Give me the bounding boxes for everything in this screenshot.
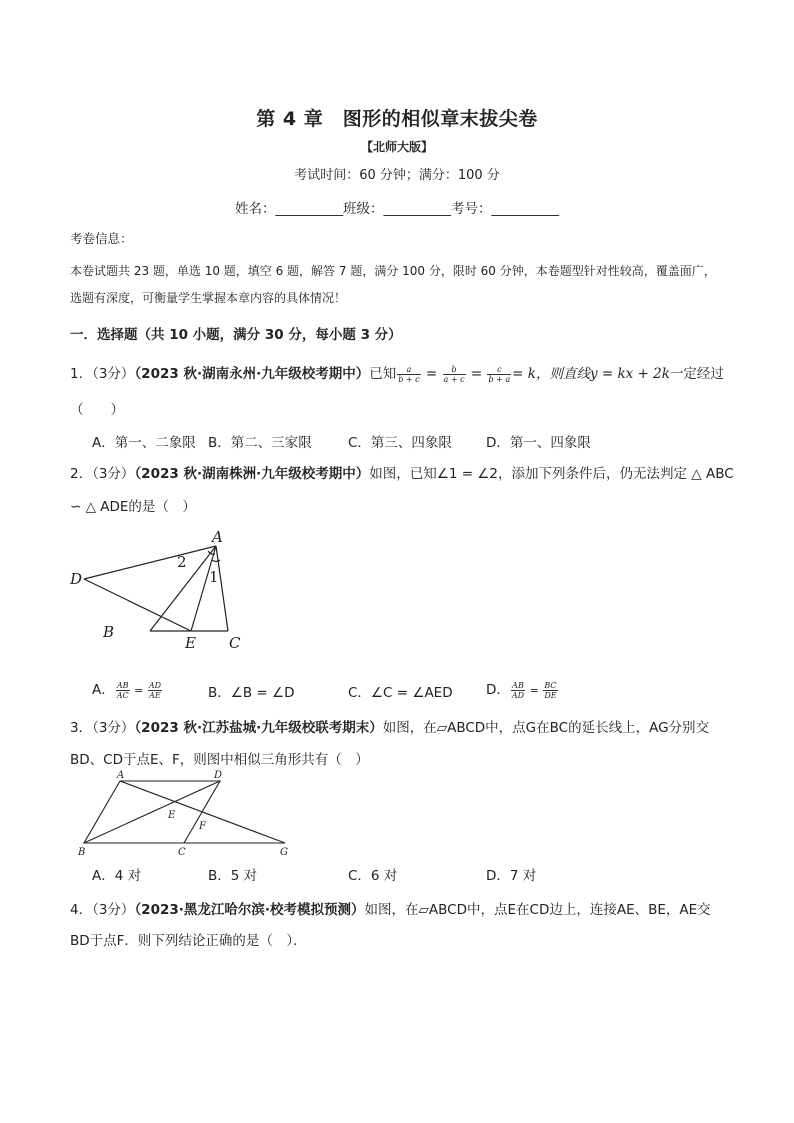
segment-ag: [120, 781, 285, 843]
q1-option-a[interactable]: A．第一、二象限: [92, 435, 196, 451]
q3-label-b: B: [78, 847, 86, 858]
q2-text-line2: ∽ △ ADE的是（ ）: [70, 499, 196, 515]
q4-text-line2: BD于点F．则下列结论正确的是（ ）．: [70, 933, 307, 949]
q1-option-b[interactable]: B．第二、三家限: [208, 435, 312, 451]
q1-fraction-3: $\frac{c}{b + a}$: [488, 364, 511, 384]
question-4: [70, 898, 711, 918]
q3-source: （2023 秋·江苏盐城·九年级校联考期末）: [134, 720, 383, 736]
q2-option-d[interactable]: D． $\frac{AB}{AD}$ = $\frac{BC}{DE}$: [486, 680, 557, 700]
segment-de: [84, 579, 191, 631]
q2-label-d: D: [70, 570, 83, 588]
q4-number: 4．（3分）: [70, 902, 135, 918]
q2-label-b: B: [103, 623, 115, 641]
q2-label-angle-1: 1: [209, 568, 219, 586]
q1-equals-k: = k，则直线: [512, 366, 590, 382]
q1-fraction-2: $\frac{b}{a + c}$: [443, 364, 465, 384]
q1-option-c[interactable]: C．第三、四象限: [348, 435, 452, 451]
exam-info-text: 本卷试题共 23 题，单选 10 题，填空 6 题，解答 7 题，满分 100 分，限时 60 分钟，本卷题型针对性较高，覆盖面广，选题有深度，可衡量学生掌握本章内容的具体情况！: [70, 264, 716, 305]
q3-option-d[interactable]: D．7 对: [486, 868, 537, 884]
q2-label-a: A: [212, 528, 223, 546]
q3-label-e: E: [168, 810, 176, 821]
q3-option-c[interactable]: C．6 对: [348, 868, 398, 884]
q2-triangle-figure: [66, 525, 256, 655]
q3-label-d: D: [214, 770, 223, 781]
q1-answer-paren: （ ）: [70, 402, 124, 418]
q1-fraction-1: $\frac{a}{b + c}$: [398, 364, 420, 384]
q2-option-c[interactable]: C．∠C = ∠AED: [348, 685, 453, 701]
q2-label-e: E: [185, 634, 196, 652]
q2-source: （2023 秋·湖南株洲·九年级校考期中）: [134, 466, 370, 482]
q1-source: （2023 秋·湖南永州·九年级校考期中）: [134, 366, 370, 382]
q3-label-g: G: [280, 847, 288, 858]
q3-option-b[interactable]: B．5 对: [208, 868, 258, 884]
question-2: [70, 462, 734, 482]
q3-option-a[interactable]: A．4 对: [92, 868, 142, 884]
q2-text-line1: 如图，已知∠1 = ∠2，添加下列条件后，仍无法判定 △ ABC: [369, 466, 734, 482]
question-1: 1．（3分）（2023 秋·湖南永州·九年级校考期中）已知 $\frac{a}{b + c}$ = $\frac{b}{a + c}$ = $\frac{c}{b + a}$ = k，则直线y = kx + 2k一定经过: [70, 364, 724, 384]
student-info-line: 姓名：__________班级：__________考号：__________: [235, 201, 559, 217]
exam-time: 考试时间：60 分钟；满分：100 分: [294, 168, 500, 183]
segment-ae: [191, 546, 216, 631]
q3-text-line2: BD、CD于点E、F，则图中相似三角形共有（ ）: [70, 752, 369, 768]
q2-option-b[interactable]: B．∠B = ∠D: [208, 685, 295, 701]
q1-option-d[interactable]: D．第一、四象限: [486, 435, 591, 451]
q1-text-pre: 已知: [369, 366, 397, 382]
section-heading: 一．选择题（共 10 小题，满分 30 分，每小题 3 分）: [70, 327, 402, 343]
q2-label-c: C: [229, 634, 241, 652]
q3-parallelogram-figure: [72, 768, 297, 860]
q1-text-post: 一定经过: [669, 366, 724, 382]
edition-label: 【北师大版】: [360, 140, 433, 154]
document-title: 第 4 章 图形的相似章末拔尖卷: [256, 108, 538, 130]
question-3: [70, 716, 709, 736]
q3-number: 3．（3分）: [70, 720, 135, 736]
q2-number: 2．（3分）: [70, 466, 135, 482]
q1-line-expression: y = kx + 2k: [589, 366, 670, 382]
q1-number: 1．（3分）: [70, 366, 135, 382]
angle-1-arc: [212, 560, 220, 562]
segment-ac: [216, 546, 228, 631]
q2-option-a[interactable]: A． $\frac{AB}{AC}$ = $\frac{AD}{AE}$: [92, 680, 162, 700]
q3-label-c: C: [178, 847, 186, 858]
segment-ad: [84, 546, 216, 579]
q3-label-a: A: [117, 770, 125, 781]
q3-text-line1: 如图，在▱ABCD中，点G在BC的延长线上，AG分别交: [382, 720, 710, 736]
q4-source: （2023·黑龙江哈尔滨·校考模拟预测）: [134, 902, 365, 918]
q4-text-line1: 如图，在▱ABCD中，点E在CD边上，连接AE、BE，AE交: [364, 902, 711, 918]
q2-label-angle-2: 2: [177, 553, 187, 571]
q3-label-f: F: [199, 821, 206, 832]
segment-bd: [84, 781, 220, 843]
exam-info-heading: 考卷信息：: [70, 231, 133, 246]
